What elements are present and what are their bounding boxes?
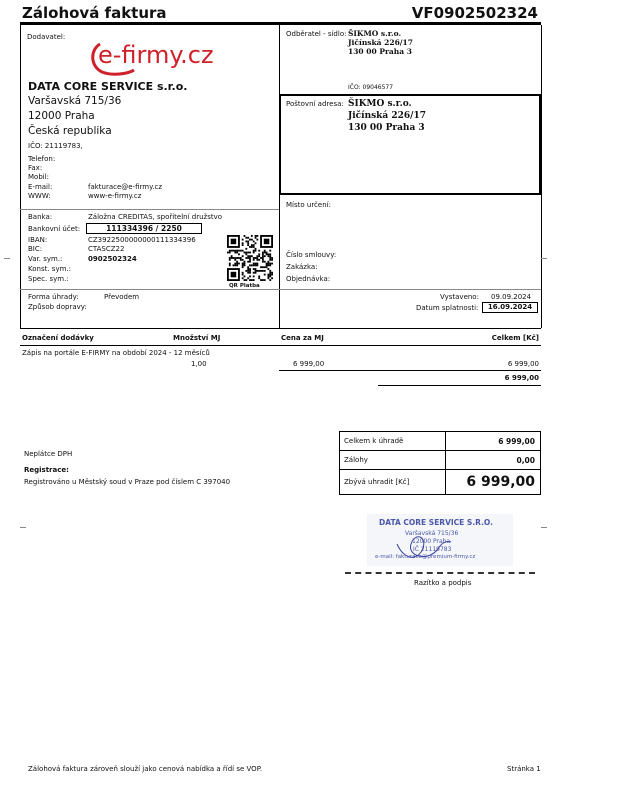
advances-label: Zálohy	[340, 451, 446, 469]
spec-label: Spec. sym.:	[28, 275, 69, 283]
delivery-label: Způsob dopravy:	[28, 303, 87, 311]
customer-city: 130 00 Praha 3	[348, 47, 412, 56]
stamp-caption: Razítko a podpis	[414, 579, 472, 587]
contract-label: Číslo smlouvy:	[286, 251, 337, 259]
payment-divider	[20, 289, 541, 290]
items-header-rule	[20, 345, 541, 346]
registration-label: Registrace:	[24, 466, 69, 474]
col-desc: Označení dodávky	[22, 334, 94, 342]
registration-value: Registrováno u Městský soud v Praze pod číslem C 397040	[24, 478, 231, 486]
company-stamp	[367, 514, 513, 566]
due-value: 16.09.2024	[487, 303, 533, 311]
due-box	[482, 302, 538, 313]
tick-left-1	[4, 258, 10, 259]
logo-text: e-firmy.cz	[98, 41, 214, 69]
var-value: 0902502324	[88, 255, 137, 263]
qr-caption: QR Platba	[229, 283, 260, 289]
postal-name: ŠIKMO s.r.o.	[348, 99, 412, 109]
header-rule	[20, 22, 541, 25]
supplier-email[interactable]: fakturace@e-firmy.cz	[88, 183, 163, 191]
frame-bottom	[20, 328, 541, 329]
stamp-ic: IČ 21119783	[413, 546, 452, 553]
issued-value: 09.09.2024	[491, 293, 532, 301]
totals-row-advances	[340, 451, 540, 470]
items-sum-rule	[279, 370, 541, 371]
col-unit-price: Cena za MJ	[281, 334, 324, 342]
stamp-street: Varšavská 715/36	[405, 530, 459, 537]
total-label: Celkem k úhradě	[340, 432, 446, 450]
item-unit-price: 6 999,00	[293, 360, 325, 368]
footer-note: Zálohová faktura zároveň slouží jako cenová nabídka a řídí se VOP.	[28, 765, 263, 773]
page-number: Stránka 1	[507, 765, 541, 773]
bank-label: Banka:	[28, 213, 53, 221]
tick-right-2	[541, 527, 547, 528]
document-title: Zálohová faktura	[22, 4, 167, 22]
due-label: Datum splatnosti:	[416, 304, 479, 312]
postal-address-box	[279, 94, 541, 195]
customer-ico: IČO: 09046577	[348, 84, 394, 91]
invoice-number: VF0902502324	[411, 4, 538, 22]
fax-label: Fax:	[28, 164, 43, 172]
tick-left-2	[20, 527, 26, 528]
stamp-city: 12000 Praha	[412, 538, 451, 545]
items-sum: 6 999,00	[504, 374, 539, 382]
order-label: Zakázka:	[286, 263, 318, 271]
customer-label: Odběratel - sídlo:	[286, 30, 347, 38]
account-label: Bankovní účet:	[28, 225, 81, 233]
stamp-company: DATA CORE SERVICE S.R.O.	[379, 518, 493, 527]
www-label: WWW:	[28, 192, 51, 200]
signature-icon	[367, 514, 513, 566]
qr-code	[227, 235, 273, 281]
supplier-name: DATA CORE SERVICE s.r.o.	[28, 80, 188, 93]
purchase-label: Objednávka:	[286, 275, 331, 283]
iban-value: CZ3922500000000111334396	[88, 236, 196, 244]
postal-street: Jičínská 226/17	[348, 111, 426, 121]
supplier-street: Varšavská 715/36	[28, 95, 122, 107]
method-value: Převodem	[104, 293, 140, 301]
item-total: 6 999,00	[507, 360, 539, 368]
total-value: 6 999,00	[498, 436, 535, 446]
qr-code-icon	[227, 235, 273, 281]
frame-right	[541, 25, 542, 328]
e-firmy-logo	[88, 36, 214, 76]
supplier-ico: IČO: 21119783,	[28, 142, 83, 150]
col-qty: Množství MJ	[173, 334, 221, 342]
totals-table	[339, 431, 541, 495]
customer-name: ŠIKMO s.r.o.	[348, 29, 402, 38]
totals-row-remaining	[340, 470, 540, 494]
item-qty: 1,00	[191, 360, 207, 368]
method-label: Forma úhrady:	[28, 293, 79, 301]
items-bottom-rule	[378, 385, 541, 386]
remaining-label: Zbývá uhradit [Kč]	[340, 470, 446, 494]
frame-left	[20, 25, 21, 328]
stamp-email: e-mail: fakturace@premium-firmy.cz	[375, 554, 476, 560]
konst-label: Konst. sym.:	[28, 265, 71, 273]
postal-label: Poštovní adresa:	[286, 100, 344, 108]
bank-name: Záložna CREDITAS, spořitelní družstvo	[88, 213, 223, 221]
mobile-label: Mobil:	[28, 173, 50, 181]
supplier-label: Dodavatel:	[27, 33, 66, 41]
totals-row-total	[340, 432, 540, 451]
var-label: Var. sym.:	[28, 255, 63, 263]
item-desc: Zápis na portále E-FIRMY na období 2024 - 12 měsíců	[22, 349, 210, 357]
customer-street: Jičínská 226/17	[348, 38, 413, 47]
supplier-www[interactable]: www-e-firmy.cz	[88, 192, 142, 200]
account-box	[86, 223, 202, 234]
tick-right-1	[541, 258, 547, 259]
supplier-city: 12000 Praha	[28, 110, 95, 122]
supplier-country: Česká republika	[28, 125, 112, 137]
account-number: 111334396 / 2250	[106, 224, 182, 233]
phone-label: Telefon:	[28, 155, 56, 163]
bic-value: CTASCZ22	[88, 245, 125, 253]
email-label: E-mail:	[28, 183, 53, 191]
bic-label: BIC:	[28, 245, 43, 253]
advances-value: 0,00	[516, 455, 535, 465]
iban-label: IBAN:	[28, 236, 48, 244]
remaining-value: 6 999,00	[466, 474, 535, 490]
postal-city: 130 00 Praha 3	[348, 123, 425, 133]
col-total: Celkem [Kč]	[491, 334, 539, 342]
issued-label: Vystaveno:	[440, 293, 479, 301]
supplier-divider	[20, 209, 279, 210]
stamp-dashed-line	[345, 572, 535, 574]
destination-label: Místo určení:	[286, 201, 331, 209]
vat-note: Neplátce DPH	[24, 450, 73, 458]
